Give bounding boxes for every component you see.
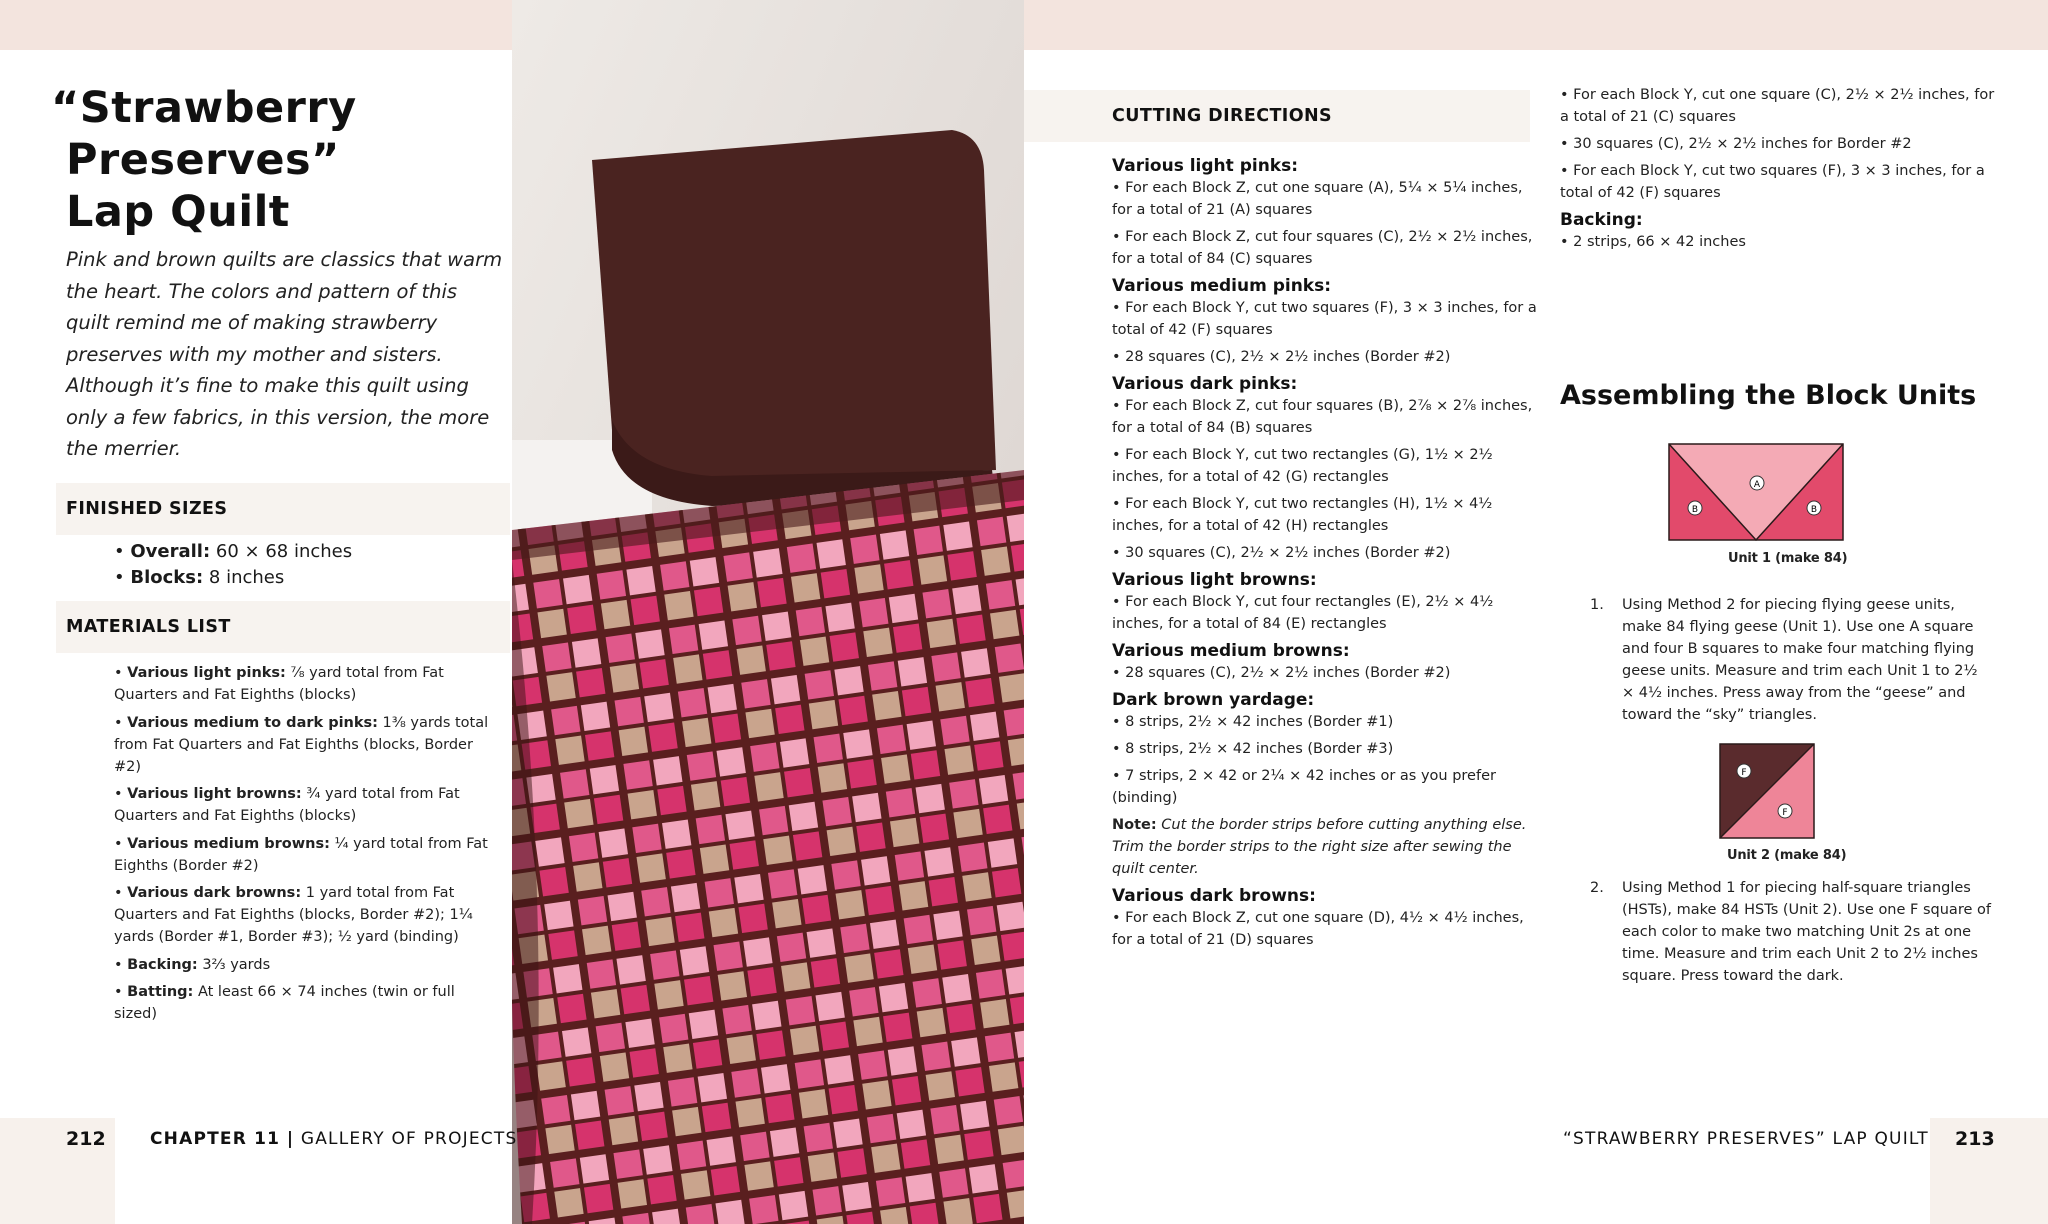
cutting-line: • 7 strips, 2 × 42 or 2¼ × 42 inches or as you prefer (binding) xyxy=(1112,768,1496,806)
unit-2-caption: Unit 2 (make 84) xyxy=(1727,848,1847,863)
item-label: Various light browns: xyxy=(127,786,302,802)
list-item: • Various medium to dark pinks: 1⅜ yards total from Fat Quarters and Fat Eighths (blocks, Border #2) xyxy=(114,714,489,775)
step-text: Using Method 2 for piecing flying geese units, make 84 flying geese (Unit 1). Use one A square and four B squares to make four matching flying geese units. Measure and trim each Unit 1 to 2½ × 4½ inches. Press away from the “geese” and toward the “sky” triangles. xyxy=(1622,597,1978,723)
cutting-group-heading: Various medium browns: xyxy=(1112,641,1350,661)
item-label: Batting: xyxy=(127,984,194,1000)
item-value: 60 × 68 inches xyxy=(215,541,353,562)
cutting-line: • For each Block Y, cut two squares (F), 3 × 3 inches, for a total of 42 (F) squares xyxy=(1560,163,1985,201)
cutting-directions-continued xyxy=(1560,84,2000,258)
list-item: • Blocks: 8 inches xyxy=(114,567,285,588)
item-value: 8 inches xyxy=(208,567,285,588)
item-label: Backing: xyxy=(127,956,198,973)
cutting-line: • For each Block Y, cut one square (C), 2½ × 2½ inches, for a total of 21 (C) squares xyxy=(1560,87,1995,125)
cutting-line: • 8 strips, 2½ × 42 inches (Border #3) xyxy=(1112,741,1394,757)
cutting-line: • 30 squares (C), 2½ × 2½ inches for Border #2 xyxy=(1560,136,1912,152)
backing-heading: Backing: xyxy=(1560,210,1643,230)
label-f-light: F xyxy=(1782,808,1788,818)
quilt-photo xyxy=(512,0,1024,1224)
item-label: Various dark browns: xyxy=(127,885,302,901)
cutting-line: • 30 squares (C), 2½ × 2½ inches (Border #2) xyxy=(1112,545,1451,561)
chapter-label: CHAPTER 11 xyxy=(150,1129,281,1149)
quilt-photo-illustration xyxy=(512,0,1024,1224)
cutting-group-heading: Dark brown yardage: xyxy=(1112,690,1315,710)
item-label: Various medium to dark pinks: xyxy=(127,714,378,731)
list-item: • Backing: 3⅔ yards xyxy=(114,956,271,973)
cutting-line: • For each Block Z, cut four squares (C), 2½ × 2½ inches, for a total of 84 (C) squares xyxy=(1112,229,1533,267)
finished-sizes-heading: FINISHED SIZES xyxy=(56,483,510,535)
cutting-group-heading: Various dark pinks: xyxy=(1112,374,1298,394)
title-line-1: “Strawberry xyxy=(51,83,357,133)
item-value: ¼ yard total from Fat Eighths (Border #2) xyxy=(114,835,488,874)
assembling-heading: Assembling the Block Units xyxy=(1560,380,1977,411)
footer-chapter xyxy=(150,1129,517,1149)
item-value: At least 66 × 74 inches (twin or full sized) xyxy=(114,984,455,1022)
list-item: • Batting: At least 66 × 74 inches (twin or full sized) xyxy=(114,984,455,1022)
cutting-line: • 8 strips, 2½ × 42 inches (Border #1) xyxy=(1112,714,1394,730)
list-item: • Various light browns: ¾ yard total from Fat Quarters and Fat Eighths (blocks) xyxy=(114,786,460,824)
item-label: Various light pinks: xyxy=(127,665,286,681)
cutting-line: • For each Block Y, cut two rectangles (G), 1½ × 2½ inches, for a total of 42 (G) rectangles xyxy=(1112,447,1493,485)
step-text: Using Method 1 for piecing half-square triangles (HSTs), make 84 HSTs (Unit 2). Use one F square of each color to make two matching Unit 2s at one time. Measure and trim each Unit 2 to 2½ inches square. Press toward the dark. xyxy=(1622,880,1991,984)
unit-1-diagram xyxy=(1668,443,1844,541)
step-number: 2. xyxy=(1590,880,1604,896)
list-item: • Various light pinks: ⅞ yard total from Fat Quarters and Fat Eighths (blocks) xyxy=(114,665,444,703)
materials-list-heading: MATERIALS LIST xyxy=(56,601,510,653)
page-number-right: 213 xyxy=(1955,1128,1995,1150)
cutting-group-heading: Various light browns: xyxy=(1112,570,1317,590)
cutting-group-heading: Various dark browns: xyxy=(1112,886,1316,906)
cutting-line: • For each Block Z, cut one square (A), 5¼ × 5¼ inches, for a total of 21 (A) squares xyxy=(1112,180,1523,218)
label-f-dark: F xyxy=(1741,768,1747,778)
title-line-3: Lap Quilt xyxy=(66,187,290,237)
item-value: 1⅜ yards total from Fat Quarters and Fat Eighths (blocks, Border #2) xyxy=(114,714,489,775)
note-text: Cut the border strips before cutting anything else. Trim the border strips to the right size after sewing the quilt center. xyxy=(1112,817,1527,877)
backing-line: • 2 strips, 66 × 42 inches xyxy=(1560,234,1746,250)
note-label: Note: xyxy=(1112,817,1157,833)
cutting-line: • 28 squares (C), 2½ × 2½ inches (Border #2) xyxy=(1112,349,1451,365)
unit-1-caption: Unit 1 (make 84) xyxy=(1728,551,1848,566)
chapter-separator: | xyxy=(286,1129,295,1149)
cutting-directions-list xyxy=(1112,152,1542,956)
item-value: ¾ yard total from Fat Quarters and Fat Eighths (blocks) xyxy=(114,786,460,824)
cutting-group-heading: Various medium pinks: xyxy=(1112,276,1332,296)
running-head: “STRAWBERRY PRESERVES” LAP QUILT xyxy=(1563,1129,1929,1149)
top-band xyxy=(0,0,2048,50)
item-label: Blocks: xyxy=(130,567,204,588)
chapter-section: GALLERY OF PROJECTS xyxy=(300,1129,518,1149)
list-item: • Overall: 60 × 68 inches xyxy=(114,541,353,562)
item-label: Overall: xyxy=(130,541,211,562)
finished-sizes-list xyxy=(114,539,352,591)
item-label: Various medium browns: xyxy=(127,835,330,852)
item-value: 1 yard total from Fat Quarters and Fat Eighths (blocks, Border #2); 1¼ yards (Border #1, Border #3); ½ yard (binding) xyxy=(114,885,473,945)
cutting-group-heading: Various light pinks: xyxy=(1112,156,1299,176)
cutting-line: • For each Block Y, cut two squares (F), 3 × 3 inches, for a total of 42 (F) squares xyxy=(1112,300,1537,338)
title-line-2: Preserves” xyxy=(66,135,340,185)
label-b-right: B xyxy=(1810,505,1818,515)
item-value: ⅞ yard total from Fat Quarters and Fat Eighths (blocks) xyxy=(114,665,444,703)
list-item: • Various medium browns: ¼ yard total from Fat Eighths (Border #2) xyxy=(114,835,488,874)
step-number: 1. xyxy=(1590,597,1604,613)
cutting-directions-heading: CUTTING DIRECTIONS xyxy=(1024,90,1530,142)
page-title xyxy=(51,82,496,238)
cutting-line: • For each Block Y, cut four rectangles (E), 2½ × 4½ inches, for a total of 84 (E) rectangles xyxy=(1112,594,1494,632)
list-item: • Various dark browns: 1 yard total from Fat Quarters and Fat Eighths (blocks, Border #2); 1¼ yards (Border #1, Border #3); ½ yard (binding) xyxy=(114,885,473,945)
cutting-line: • For each Block Y, cut two rectangles (H), 1½ × 4½ inches, for a total of 42 (H) rectangles xyxy=(1112,496,1493,534)
intro-paragraph: Pink and brown quilts are classics that warm the heart. The colors and pattern of this quilt remind me of making strawberry preserves with my mother and sisters. Although it’s fine to make this quilt using only a few fabrics, in this version, the more the merrier. xyxy=(66,248,503,460)
unit-2-diagram xyxy=(1719,743,1815,839)
label-a: A xyxy=(1753,480,1761,490)
item-value: 3⅔ yards xyxy=(202,956,271,973)
cutting-note xyxy=(1112,814,1542,880)
cutting-line: • 28 squares (C), 2½ × 2½ inches (Border #2) xyxy=(1112,665,1451,681)
page-number-left: 212 xyxy=(66,1128,106,1150)
label-b-left: B xyxy=(1691,505,1699,515)
cutting-line: • For each Block Z, cut one square (D), 4½ × 4½ inches, for a total of 21 (D) squares xyxy=(1112,910,1524,948)
cutting-line: • For each Block Z, cut four squares (B), 2⅞ × 2⅞ inches, for a total of 84 (B) squares xyxy=(1112,398,1533,436)
materials-list xyxy=(114,662,499,1031)
